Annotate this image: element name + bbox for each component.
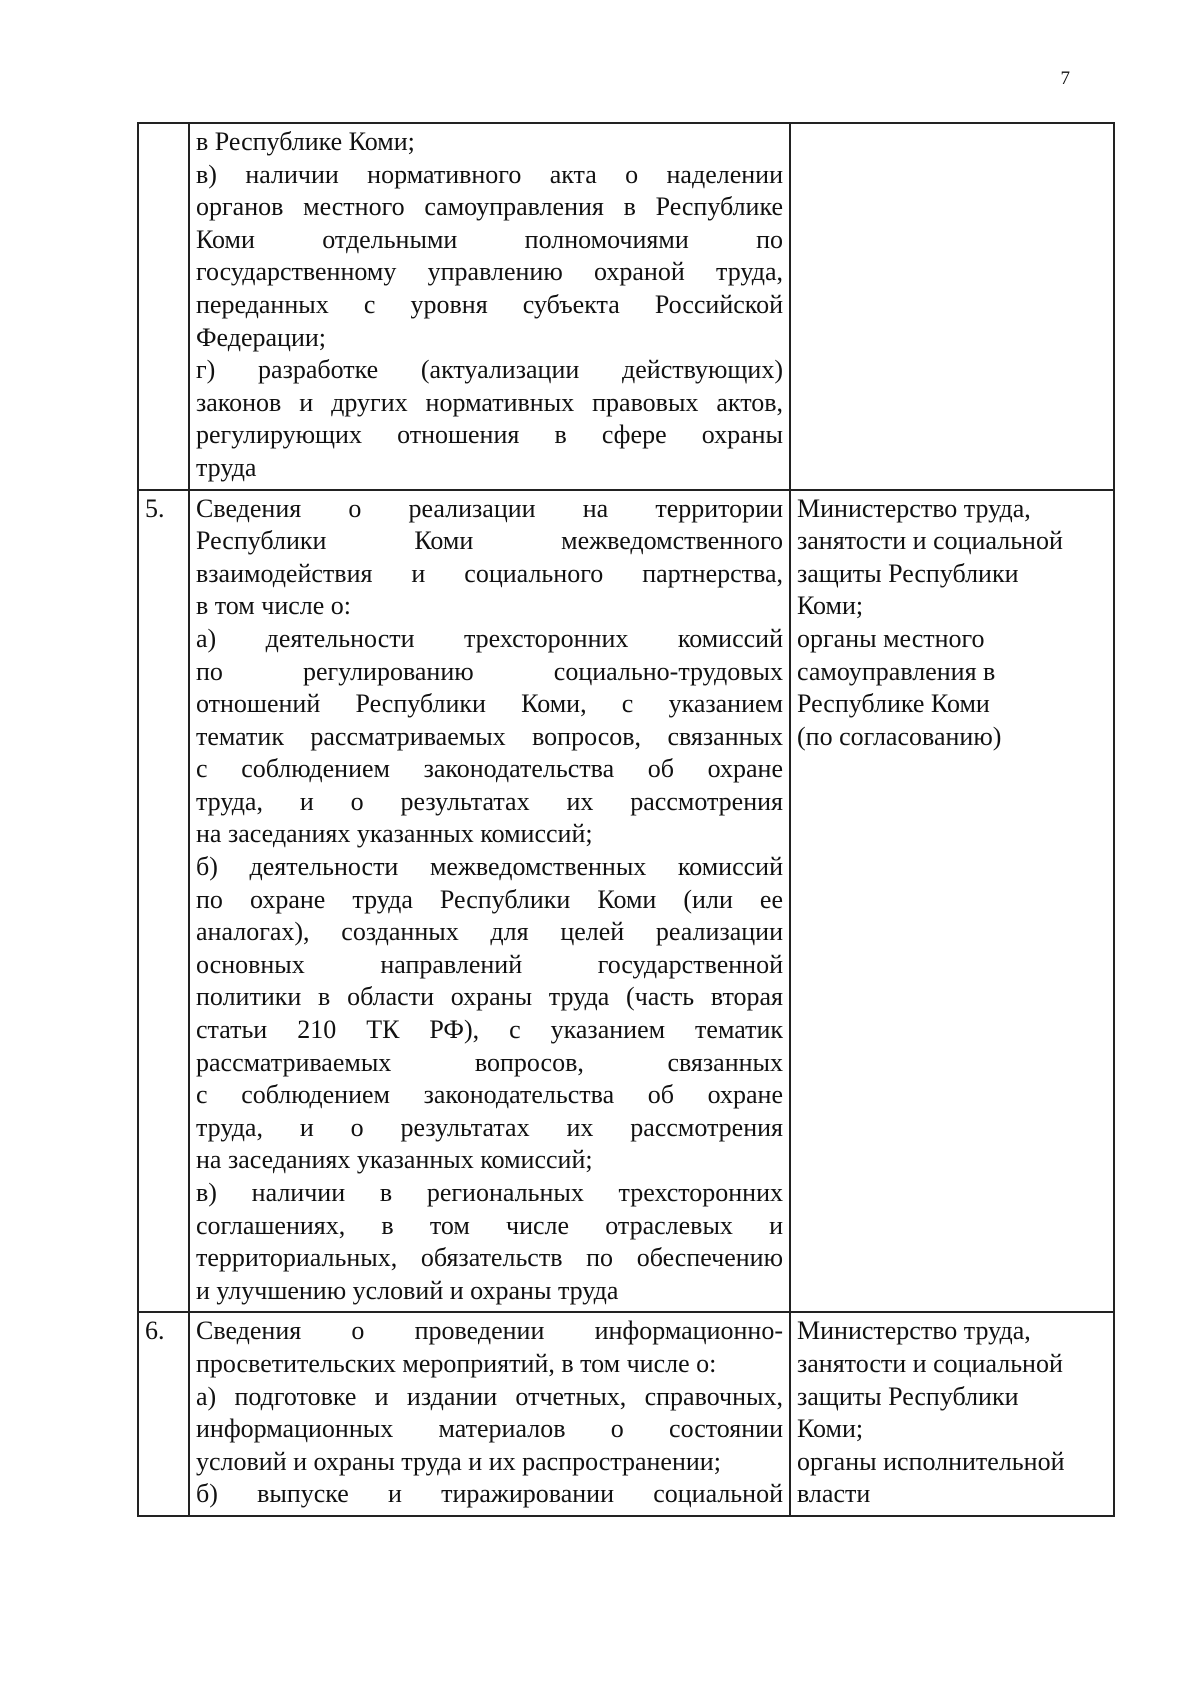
- responsible-line: занятости и социальной: [797, 1348, 1063, 1378]
- responsible-line: органы исполнительной: [797, 1446, 1065, 1476]
- responsible-line: защиты Республики: [797, 1381, 1019, 1411]
- description-line: рассматриваемых вопросов, связанных: [196, 1047, 783, 1077]
- table-body: [138, 123, 1114, 1516]
- description-line: на заседаниях указанных комиссий;: [196, 819, 593, 849]
- description-line: отношений Республики Коми, с указанием: [196, 689, 783, 719]
- description-cell: [189, 1312, 790, 1516]
- responsible-line: (по согласованию): [797, 721, 1002, 751]
- description-line: Республики Коми межведомственного: [196, 526, 783, 556]
- description-line: регулирующих отношения в сфере охраны: [196, 420, 783, 450]
- description-line: по регулированию социально-трудовых: [196, 656, 783, 686]
- row-number-cell: 6.: [138, 1312, 189, 1516]
- table-row: [138, 123, 1114, 490]
- description-line: труда, и о результатах их рассмотрения: [196, 786, 783, 816]
- responsible-cell: [790, 490, 1114, 1313]
- description-line: в) наличии нормативного акта о наделении: [196, 159, 783, 189]
- responsible-line: Республике Коми: [797, 689, 990, 719]
- responsible-cell: [790, 1312, 1114, 1516]
- description-line: аналогах), созданных для целей реализации: [196, 917, 783, 947]
- responsible-line: самоуправления в: [797, 656, 996, 686]
- description-line: информационных материалов о состоянии: [196, 1414, 783, 1444]
- responsible-line: Коми;: [797, 591, 864, 621]
- description-line: основных направлений государственной: [196, 949, 783, 979]
- responsible-line: Министерство труда,: [797, 1316, 1031, 1346]
- description-line: а) подготовке и издании отчетных, справочных,: [196, 1381, 783, 1411]
- description-line: территориальных, обязательств по обеспечению: [196, 1243, 783, 1273]
- description-line: г) разработке (актуализации действующих): [196, 355, 783, 385]
- responsible-line: защиты Республики: [797, 558, 1019, 588]
- responsible-line: Министерство труда,: [797, 493, 1031, 523]
- description-line: с соблюдением законодательства об охране: [196, 754, 783, 784]
- description-cell: [189, 123, 790, 490]
- description-line: б) выпуске и тиражировании социальной: [196, 1479, 783, 1509]
- description-line: статьи 210 ТК РФ), с указанием тематик: [196, 1015, 783, 1045]
- description-line: и улучшению условий и охраны труда: [196, 1275, 619, 1305]
- description-line: тематик рассматриваемых вопросов, связанных: [196, 721, 783, 751]
- description-line: по охране труда Республики Коми (или ее: [196, 884, 783, 914]
- description-line: государственному управлению охраной труда,: [196, 257, 783, 287]
- description-line: взаимодействия и социального партнерства,: [196, 558, 783, 588]
- description-line: условий и охраны труда и их распространении;: [196, 1446, 721, 1476]
- row-number-cell: 5.: [138, 490, 189, 1313]
- description-line: в том числе о:: [196, 591, 352, 621]
- row-number-cell: [138, 123, 189, 490]
- table-row: [138, 1312, 1114, 1516]
- description-line: органов местного самоуправления в Республике: [196, 192, 783, 222]
- page-number: 7: [1060, 68, 1070, 89]
- description-line: в) наличии в региональных трехсторонних: [196, 1178, 783, 1207]
- description-line: на заседаниях указанных комиссий;: [196, 1145, 593, 1175]
- description-line: просветительских мероприятий, в том числе о:: [196, 1348, 717, 1378]
- description-line: с соблюдением законодательства об охране: [196, 1080, 783, 1110]
- responsible-line: Коми;: [797, 1414, 864, 1444]
- description-line: Сведения о реализации на территории: [196, 493, 783, 523]
- description-line: законов и других нормативных правовых актов,: [196, 387, 783, 417]
- description-line: соглашениях, в том числе отраслевых и: [196, 1210, 783, 1240]
- responsible-line: власти: [797, 1479, 871, 1509]
- description-line: переданных с уровня субъекта Российской: [196, 289, 783, 319]
- description-line: Федерации;: [196, 322, 327, 352]
- description-line: Коми отдельными полномочиями по: [196, 224, 783, 254]
- table-row: [138, 490, 1114, 1313]
- responsible-cell: [790, 123, 1114, 490]
- description-line: в Республике Коми;: [196, 127, 415, 156]
- description-line: б) деятельности межведомственных комиссий: [196, 852, 783, 882]
- measures-table: [137, 122, 1115, 1517]
- description-line: а) деятельности трехсторонних комиссий: [196, 623, 783, 653]
- responsible-line: органы местного: [797, 623, 985, 653]
- responsible-line: занятости и социальной: [797, 526, 1063, 556]
- description-line: политики в области охраны труда (часть вторая: [196, 982, 783, 1012]
- description-cell: [189, 490, 790, 1313]
- description-line: труда, и о результатах их рассмотрения: [196, 1112, 783, 1142]
- description-line: труда: [196, 452, 257, 482]
- description-line: Сведения о проведении информационно-: [196, 1316, 783, 1346]
